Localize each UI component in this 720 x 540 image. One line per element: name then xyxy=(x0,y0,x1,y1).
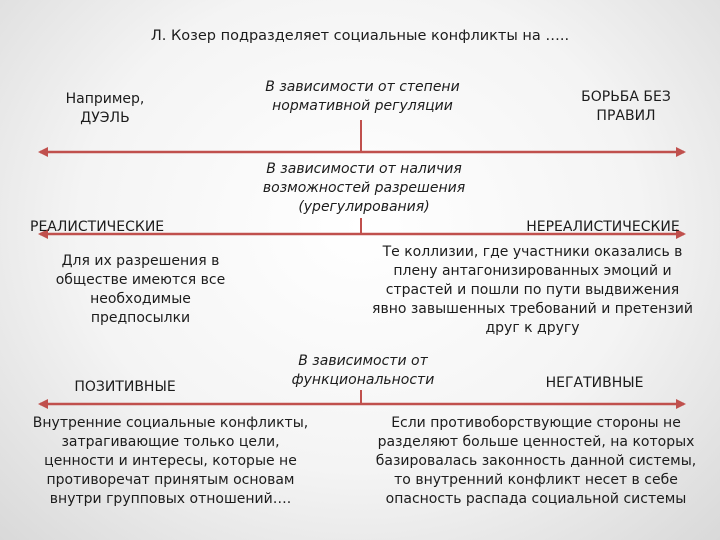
scale3-left-description: Внутренние социальные конфликты, затрагивающие только цели, ценности и интересы, которые не противоречат принятым основам внутри групповых отношений…. xyxy=(32,415,309,507)
scale3-right-description: Если противоборствующие стороны не разделяют больше ценностей, на которых базировалась законность данной системы, то внутренний конфликт несет в себе опасность распада социальной системы xyxy=(375,415,697,507)
scale2-left-description: Для их разрешения в обществе имеются все необходимые предпосылки xyxy=(55,253,226,326)
scale2-right-description: Те коллизии, где участники оказались в плену антагонизированных эмоций и страстей и пошли по пути выдвижения явно завышенных требований и претензий друг к другу xyxy=(372,244,693,336)
scale3-left-label: ПОЗИТИВНЫЕ xyxy=(74,379,176,395)
slide-title: Л. Козер подразделяет социальные конфликты на ….. xyxy=(150,28,570,44)
scale3-criterion: В зависимости от функциональности xyxy=(291,353,435,388)
scale2-right-label: НЕРЕАЛИСТИЧЕСКИЕ xyxy=(526,219,680,235)
scale1-left-label: Например, ДУЭЛЬ xyxy=(65,91,145,126)
scale3-right-label: НЕГАТИВНЫЕ xyxy=(545,375,644,391)
scale1-criterion: В зависимости от степени нормативной регуляции xyxy=(265,79,460,114)
scale2-criterion: В зависимости от наличия возможностей разрешения (урегулирования) xyxy=(262,161,466,215)
scale2-left-label: РЕАЛИСТИЧЕСКИЕ xyxy=(30,219,165,235)
scale1-right-label: БОРЬБА БЕЗ ПРАВИЛ xyxy=(581,89,671,124)
